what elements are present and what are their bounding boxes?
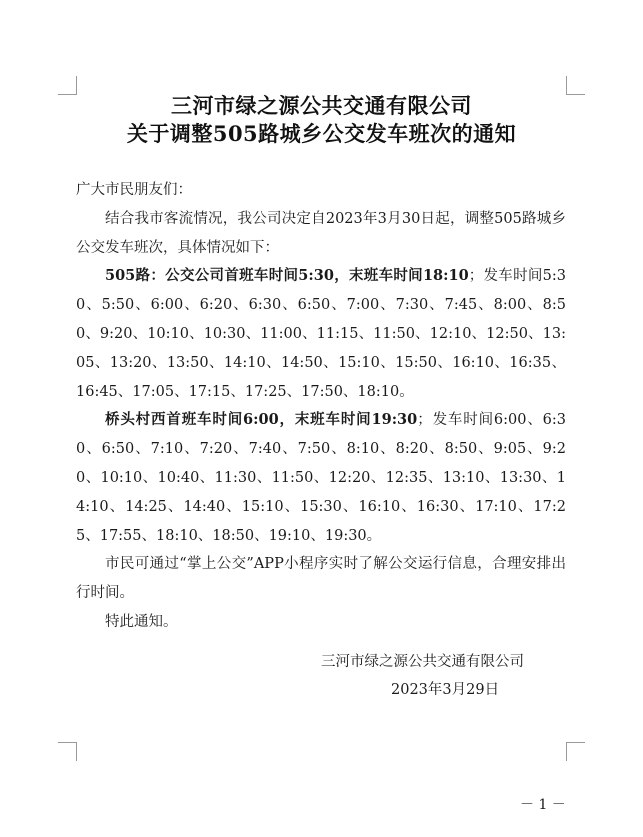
- route-505-heading: 505路：公交公司首班车时间5:30，末班车时间18:10: [105, 267, 469, 285]
- qiaotou-heading: 桥头村西首班车时间6:00，末班车时间19:30: [105, 411, 418, 429]
- document-title-line-2: 关于调整505路城乡公交发车班次的通知: [126, 121, 517, 146]
- app-note-paragraph: 市民可通过“掌上公交”APP小程序实时了解公交运行信息，合理安排出行时间。: [76, 556, 566, 602]
- document-title-line-1: 三河市绿之源公共交通有限公司: [171, 93, 472, 118]
- notice-body: [76, 176, 566, 637]
- salutation: 广大市民朋友们：: [76, 182, 192, 198]
- route-505-schedule: [76, 262, 566, 406]
- qiaotou-times: ；发车时间6:00、6:30、6:50、7:10、7:20、7:40、7:50、8:10、8:20、8:50、9:05、9:20、10:10、10:40、11:30、11:50、12:20、12:35、13:10、13:30、14:10、14:25、14:40、15:10、15:30、16:10、16:30、17:10、17:25、17:55、18:10、18:50、19:10、19:30。: [76, 412, 566, 544]
- route-505-times: ；发车时间5:30、5:50、6:00、6:20、6:30、6:50、7:00、7:30、7:45、8:00、8:50、9:20、10:10、10:30、11:00、11:15、11:50、12:10、12:50、13:05、13:20、13:50、14:10、14:50、15:10、15:50、16:10、16:35、16:45、17:05、17:15、17:25、17:50、18:10。: [76, 268, 566, 400]
- signature-organization: 三河市绿之源公共交通有限公司: [321, 654, 524, 670]
- signature-date: 2023年3月29日: [391, 682, 500, 698]
- corner-mark-bottom-right: [566, 742, 585, 761]
- page-number: － 1 －: [520, 797, 566, 813]
- closing-line: 特此通知。: [105, 613, 178, 630]
- corner-mark-bottom-left: [58, 742, 77, 761]
- qiaotou-schedule: [76, 406, 566, 550]
- intro-paragraph: 结合我市客流情况，我公司决定自2023年3月30日起，调整505路城乡公交发车班次，具体情况如下：: [76, 210, 566, 256]
